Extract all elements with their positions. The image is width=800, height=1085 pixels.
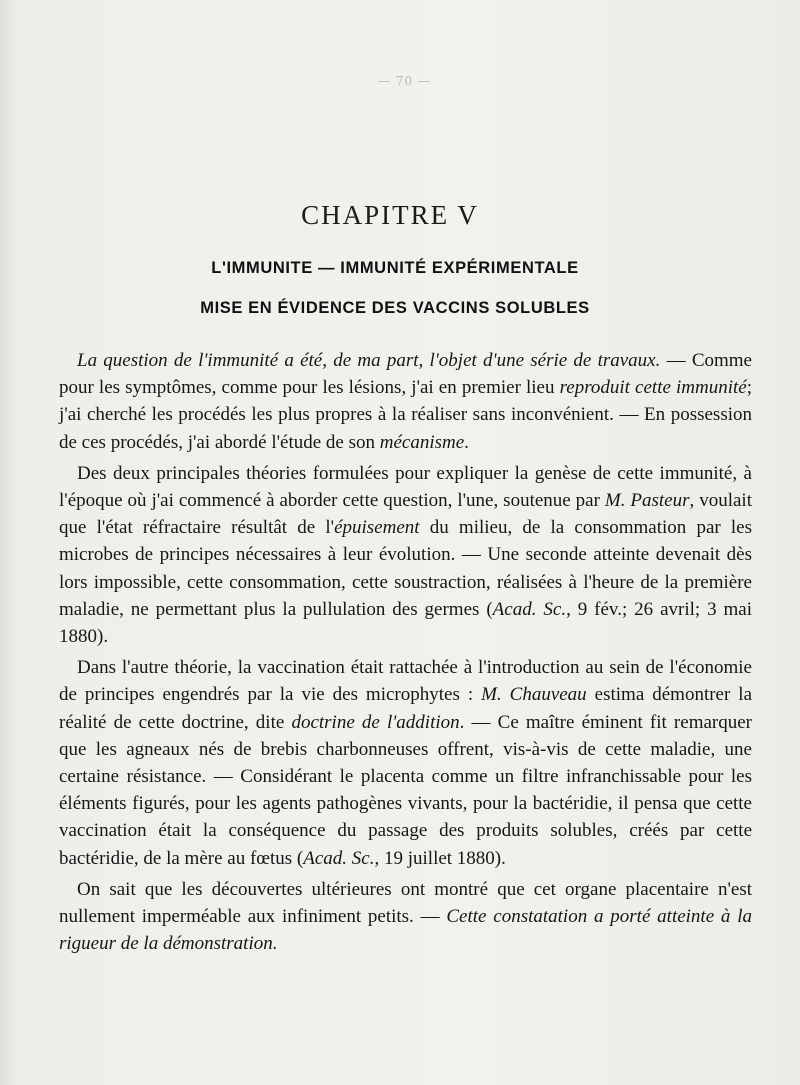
- italic-text-run: M. Chauveau: [481, 684, 587, 706]
- italic-text-run: Acad. Sc.: [492, 598, 567, 620]
- italic-text-run: Cette constatation a porté atteinte à la rigueur de la démonstration.: [59, 906, 752, 955]
- italic-text-run: doctrine de l'addition: [291, 711, 460, 733]
- italic-text-run: M. Pasteur: [604, 490, 690, 512]
- italic-text-run: reproduit cette immunité: [559, 377, 747, 399]
- section-heading-2: MISE EN ÉVIDENCE DES VACCINS SOLUBLES: [200, 299, 590, 317]
- page-number: — 70 —: [378, 74, 431, 88]
- section-heading-1: L'IMMUNITE — IMMUNITÉ EXPÉRIMENTALE: [211, 259, 579, 277]
- text-run: Des deux principales théories formulées pour expliquer la genèse de cette immunité, à l'époque où j'ai commencé à aborder cette question, l'une, soutenue par: [59, 462, 752, 512]
- italic-text-run: épuisement: [334, 517, 420, 539]
- text-run: — Comme pour les symptômes, comme pour les lésions, j'ai en premier lieu: [59, 350, 752, 399]
- text-run: Dans l'autre théorie, la vaccination était rattachée à l'introduction au sein de l'économie de principes engendrés par la vie des microphytes :: [59, 657, 752, 706]
- text-run: , voulait que l'état réfractaire résultât de l': [59, 490, 752, 539]
- body-text: [59, 347, 752, 957]
- paragraph-1: [59, 347, 752, 456]
- italic-text-run: La question de l'immunité a été, de ma part, l'objet d'une série de travaux.: [77, 350, 661, 371]
- show-through-line: [60, 92, 750, 110]
- text-run: , 19 juillet 1880).: [374, 847, 506, 869]
- italic-text-run: mécanisme: [379, 431, 465, 453]
- chapter-title: CHAPITRE V: [301, 200, 479, 230]
- text-run: . — Ce maître éminent fit remarquer que les agneaux nés de brebis charbonneuses offrent, vis-à-vis de cette maladie, une certaine résistance. — Considérant le placenta comme un filtre infranchissable pour les éléments figurés, pour les agents pathogènes vivants, pour la bactéridie, il pensa que cette vaccination était la conséquence du passage des produits solubles, créés par cette bactéridie, de la mère au fœtus (: [59, 711, 752, 869]
- text-run: .: [464, 431, 469, 453]
- text-run: estima démontrer la réalité de cette doctrine, dite: [59, 684, 752, 733]
- paragraph-2: [59, 460, 752, 650]
- text-run: du milieu, de la consommation par les microbes de principes nécessaires à leur évolution. — Une seconde atteinte devenait dès lors impossible, cette consommation, cette soustraction, réalisées à l'heure de la première maladie, ne permettant plus la pullulation des germes (: [59, 517, 752, 620]
- paragraph-4: [59, 876, 752, 958]
- text-run: ; j'ai cherché les procédés les plus propres à la réaliser sans inconvénient. — En possession de ces procédés, j'ai abordé l'étude de son: [59, 377, 753, 453]
- paragraph-3: [59, 654, 752, 872]
- text-run: On sait que les découvertes ultérieures ont montré que cet organe placentaire n'est nullement imperméable aux infiniment petits. —: [59, 878, 752, 928]
- text-run: , 9 fév.; 26 avril; 3 mai 1880).: [59, 598, 752, 648]
- italic-text-run: Acad. Sc.: [303, 847, 375, 869]
